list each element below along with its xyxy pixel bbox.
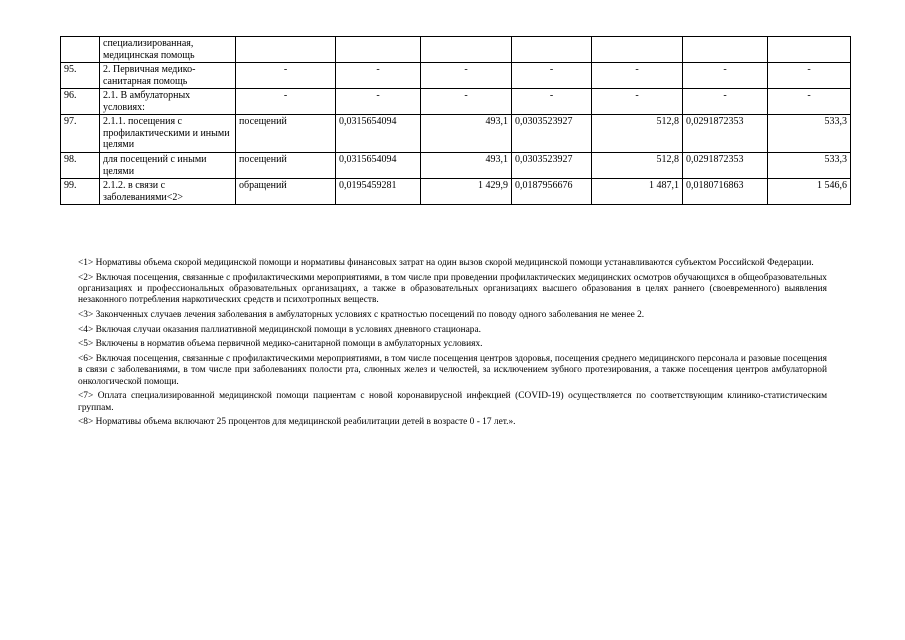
row-value: 0,0187956676 (512, 179, 592, 205)
row-value: 0,0291872353 (683, 115, 768, 153)
row-value: - (683, 63, 768, 89)
row-unit: обращений (236, 179, 336, 205)
row-value: - (768, 63, 851, 89)
row-value: - (421, 63, 512, 89)
footnote: <2> Включая посещения, связанные с профилактическими мероприятиями, в том числе при проведении профилактических медицинских осмотров обучающихся в общеобразовательных организациях и профессиональных образовательных организациях, а также в образовательных организациях высшего образования в целях раннего (своевременного) выявления незаконного потребления наркотических средств и психотропных веществ. (78, 272, 827, 306)
footnotes (78, 258, 827, 432)
row-value: - (592, 63, 683, 89)
row-value: 512,8 (592, 115, 683, 153)
table-row (61, 63, 851, 89)
row-number: 95. (61, 63, 100, 89)
footnote: <4> Включая случаи оказания паллиативной медицинской помощи в условиях дневного стационара. (78, 324, 481, 335)
row-value (683, 37, 768, 63)
row-number: 97. (61, 115, 100, 153)
table-row (61, 153, 851, 179)
table-row (61, 115, 851, 153)
footnote: <6> Включая посещения, связанные с профилактическими мероприятиями, в том числе посещения центров здоровья, посещения среднего медицинского персонала и разовые посещения в связи с заболеваниями, в том числе при заболеваниях полости рта, слюнных желез и челюстей, за исключением зубного протезирования, а также посещения центров амбулаторной онкологической помощи. (78, 354, 827, 387)
row-value: 0,0180716863 (683, 179, 768, 205)
row-value: - (592, 89, 683, 115)
row-value (768, 37, 851, 63)
norms-table (60, 36, 851, 205)
row-number (61, 37, 100, 63)
row-value: 0,0291872353 (683, 153, 768, 179)
row-value: 0,0195459281 (336, 179, 421, 205)
table-row (61, 179, 851, 205)
row-value: - (421, 89, 512, 115)
row-name: 2.1. В амбулаторных условиях: (100, 89, 236, 115)
row-value: 1 546,6 (768, 179, 851, 205)
row-name: 2.1.2. в связи с заболеваниями<2> (100, 179, 236, 205)
row-value: 1 429,9 (421, 179, 512, 205)
row-value (592, 37, 683, 63)
row-unit: - (236, 89, 336, 115)
row-name: 2.1.1. посещения с профилактическими и иными целями (100, 115, 236, 153)
footnote: <3> Законченных случаев лечения заболевания в амбулаторных условиях с кратностью посещений по поводу одного заболевания не менее 2. (78, 309, 645, 320)
footnote: <1> Нормативы объема скорой медицинской помощи и нормативы финансовых затрат на один вызов скорой медицинской помощи устанавливаются субъектом Российской Федерации. (78, 258, 814, 268)
table-body (61, 37, 851, 205)
table-row (61, 89, 851, 115)
row-name: специализированная, медицинская помощь (100, 37, 236, 63)
row-value (336, 37, 421, 63)
row-value: - (768, 89, 851, 115)
row-value: - (336, 89, 421, 115)
footnote: <7> Оплата специализированной медицинской помощи пациентам с новой коронавирусной инфекцией (COVID-19) осуществляется по соответствующим клинико-статистическим группам. (78, 391, 827, 413)
row-value: - (683, 89, 768, 115)
row-name: для посещений с иными целями (100, 153, 236, 179)
row-number: 98. (61, 153, 100, 179)
row-value: 533,3 (768, 153, 851, 179)
footnote: <8> Нормативы объема включают 25 процентов для медицинской реабилитации детей в возрасте 0 - 17 лет.». (78, 417, 516, 428)
row-unit: посещений (236, 115, 336, 153)
row-value: - (512, 89, 592, 115)
row-value (421, 37, 512, 63)
row-number: 99. (61, 179, 100, 205)
row-number: 96. (61, 89, 100, 115)
footnote: <5> Включены в норматив объема первичной медико-санитарной помощи в амбулаторных условиях. (78, 339, 483, 350)
row-value: 493,1 (421, 153, 512, 179)
row-value: 533,3 (768, 115, 851, 153)
row-value: - (336, 63, 421, 89)
row-value: 512,8 (592, 153, 683, 179)
row-unit (236, 37, 336, 63)
table-row (61, 37, 851, 63)
row-value: 493,1 (421, 115, 512, 153)
row-name: 2. Первичная медико-санитарная помощь (100, 63, 236, 89)
row-value: - (512, 63, 592, 89)
row-value: 0,0315654094 (336, 153, 421, 179)
row-value: 0,0303523927 (512, 153, 592, 179)
row-value: 1 487,1 (592, 179, 683, 205)
row-value: 0,0315654094 (336, 115, 421, 153)
row-value (512, 37, 592, 63)
row-unit: - (236, 63, 336, 89)
row-value: 0,0303523927 (512, 115, 592, 153)
row-unit: посещений (236, 153, 336, 179)
